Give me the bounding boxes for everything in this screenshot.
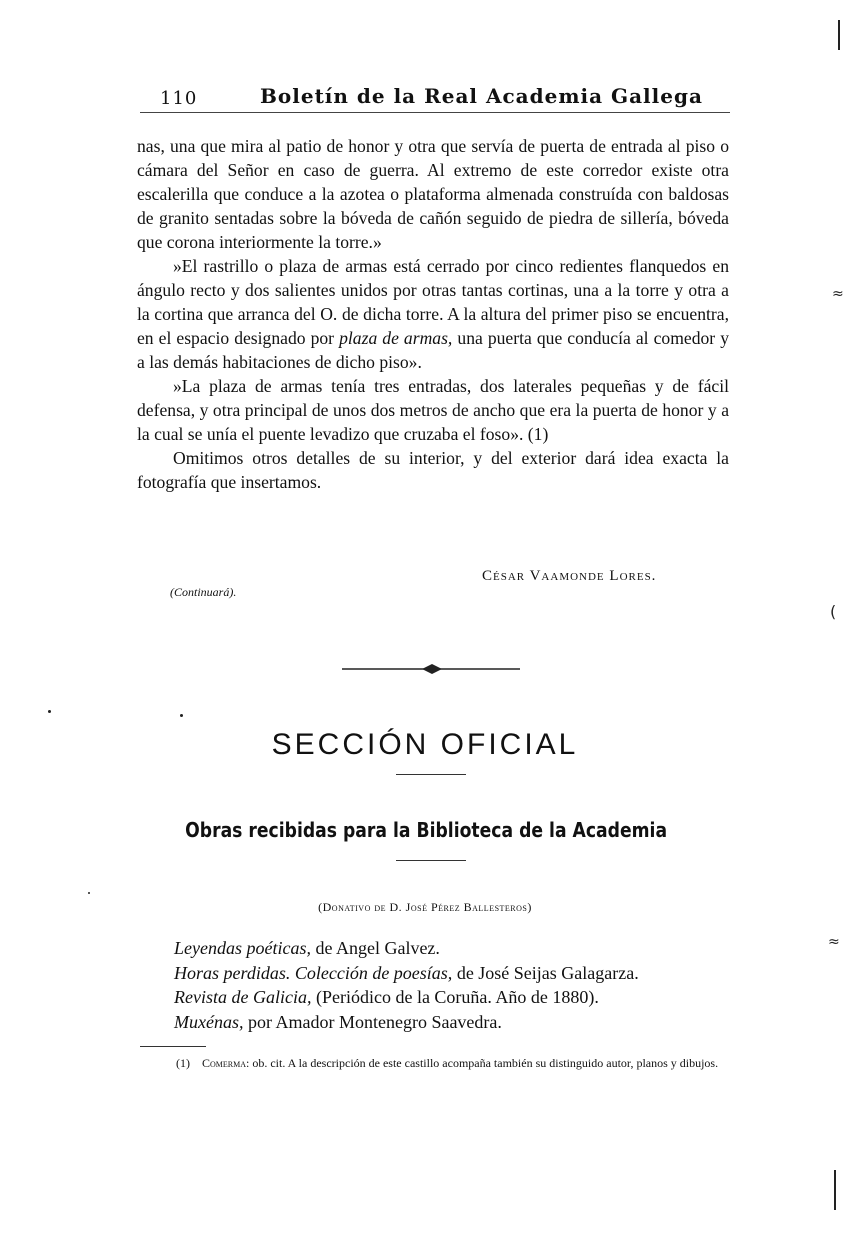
footnote-marker: (1) xyxy=(176,1056,190,1070)
work-author: de Angel Galvez. xyxy=(310,938,440,958)
author-signature: César Vaamonde Lores. xyxy=(482,568,657,584)
subsection-title: Obras recibidas para la Biblioteca de la Academia xyxy=(185,818,668,842)
ornament-divider xyxy=(342,662,520,676)
subsection-rule xyxy=(396,860,466,861)
work-author: (Periódico de la Coruña. Año de 1880). xyxy=(311,987,599,1007)
scan-speck xyxy=(180,714,183,717)
work-author: por Amador Montenegro Saavedra. xyxy=(243,1011,502,1032)
paragraph-2-tail: una puerta que conducía al comedor y a las demás habitaciones de dicho piso». xyxy=(137,328,729,372)
list-item xyxy=(174,936,694,961)
work-title: Leyendas poéticas, xyxy=(174,938,311,958)
edge-fleck: ≈ xyxy=(832,286,844,302)
work-title: Horas perdidas. Colección de poesías, xyxy=(174,962,453,983)
paragraph-2-text: »El rastrillo o plaza de armas está cerrado por cinco redientes flanquedos en ángulo recto y dos salientes unidos por otras tantas cortinas, una a la torre y otra a la cortina que arranca del O. de dicha torre. A la altura del primer piso se encuentra, en el espacio designado por xyxy=(137,256,729,348)
work-title: Muxénas, xyxy=(174,1011,244,1032)
work-author: de José Seijas Galagarza. xyxy=(452,962,639,983)
list-item xyxy=(174,985,694,1010)
journal-title: Boletín de la Real Academia Gallega xyxy=(260,84,703,108)
list-item xyxy=(174,1010,694,1035)
donation-note: (Donativo de D. José Pérez Ballesteros) xyxy=(318,900,532,914)
page-number: 110 xyxy=(160,88,198,109)
footnote-text: ob. cit. A la descripción de este castillo acompaña también su distinguido autor, planos y dibujos. xyxy=(249,1056,719,1070)
header-rule xyxy=(140,112,730,113)
footnote-author: Comerma: xyxy=(202,1056,250,1070)
paragraph-2-italic: plaza de armas, xyxy=(339,328,453,348)
section-rule xyxy=(396,774,466,775)
footnote xyxy=(136,1054,730,1072)
received-works-list xyxy=(174,936,694,1034)
edge-fleck: ( xyxy=(830,602,837,621)
edge-fleck: ≈ xyxy=(828,934,840,950)
paragraph-4: Omitimos otros detalles de su interior, y del exterior dará idea exacta la fotografía que insertamos. xyxy=(137,448,729,492)
paragraph-1: nas, una que mira al patio de honor y otra que servía de puerta de entrada al piso o cámara del Señor en caso de guerra. Al extremo de este corredor existe otra escalerilla que conduce a la azotea o plataforma almenada construída con baldosas de granito sentadas sobre la bóveda de cañón seguido de piedra de sillería, bóveda que corona interiormente la torre.» xyxy=(137,136,729,252)
scan-speck xyxy=(88,892,90,894)
paragraph-3: »La plaza de armas tenía tres entradas, dos laterales pequeñas y de fácil defensa, y otra principal de unos dos metros de ancho que era la puerta de honor y a la cual se unía el puente levadizo que cruzaba el foso». (1) xyxy=(137,376,729,444)
work-title: Revista de Galicia, xyxy=(174,987,312,1007)
scan-speck xyxy=(834,1170,836,1210)
paragraph-2 xyxy=(137,254,729,374)
section-title: SECCIÓN OFICIAL xyxy=(271,728,579,761)
scan-speck xyxy=(838,20,840,50)
continuation-note: (Continuará). xyxy=(170,585,237,599)
scan-speck xyxy=(48,710,51,713)
list-item xyxy=(174,961,694,986)
footnote-rule xyxy=(140,1046,206,1047)
article-body xyxy=(137,134,729,494)
